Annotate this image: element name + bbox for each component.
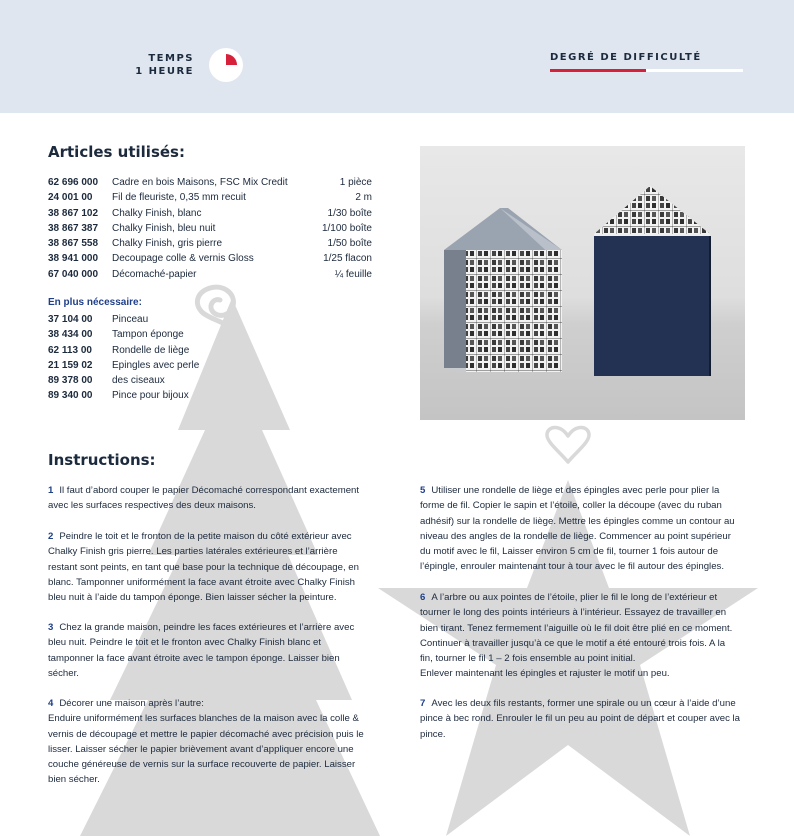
more-number: 37 104 00 xyxy=(48,314,93,325)
instruction-line xyxy=(48,772,364,787)
more-number: 62 113 00 xyxy=(48,344,92,356)
instruction-line xyxy=(48,590,359,605)
instruction-line xyxy=(420,544,735,559)
instruction-line xyxy=(48,651,354,666)
more-title: En plus nécessaire: xyxy=(48,297,142,308)
instruction-line xyxy=(48,529,359,544)
instruction-line xyxy=(420,636,732,651)
article-quantity: 1/25 flacon xyxy=(323,253,372,265)
instruction-text: Il faut d’abord couper le papier Décomaché correspondant exactement xyxy=(59,485,360,496)
instruction-text: couche généreuse de vernis sur la surface recouverte de papier. Laisser xyxy=(48,759,356,771)
article-quantity: 1/50 boîte xyxy=(327,238,372,250)
more-number: 38 434 00 xyxy=(48,329,93,341)
instruction-step xyxy=(420,483,735,575)
instruction-line xyxy=(48,711,364,726)
instruction-step xyxy=(48,620,354,681)
article-quantity: 1/30 boîte xyxy=(327,207,372,219)
instruction-line xyxy=(48,696,364,711)
article-number: 38 867 102 xyxy=(48,207,99,219)
instruction-line xyxy=(420,514,735,529)
instruction-line xyxy=(420,605,732,620)
instruction-text: restant sont peints, en tant que base pour la technique de découpage, en xyxy=(48,561,359,573)
instruction-line xyxy=(48,498,359,513)
instruction-step xyxy=(420,696,740,742)
instruction-step xyxy=(48,696,364,788)
step-number: 1 xyxy=(48,485,54,496)
more-row xyxy=(48,312,248,327)
more-description: Epingles avec perle xyxy=(112,359,200,371)
article-number: 38 867 387 xyxy=(48,222,99,234)
instruction-line xyxy=(48,757,364,772)
instruction-line xyxy=(420,559,735,574)
article-quantity: 1 pièce xyxy=(339,177,372,188)
instruction-text: bleu nuit. Peindre le toit et le fronton avec Chalky Finish blanc et xyxy=(48,637,322,649)
instruction-text: adhésif) sur la rondelle de liège. Mettre les épingles comme un contour au xyxy=(420,515,735,527)
instruction-line xyxy=(48,635,354,650)
instruction-text: Chez la grande maison, peindre les faces extérieures et l’arrière avec xyxy=(59,622,355,633)
article-description: Cadre en bois Maisons, FSC Mix Credit xyxy=(112,177,288,188)
article-number: 62 696 000 xyxy=(48,177,99,188)
more-row xyxy=(48,343,248,358)
instructions-title: Instructions: xyxy=(48,451,156,469)
instruction-step xyxy=(48,529,359,605)
article-row xyxy=(48,175,372,190)
instruction-line xyxy=(48,666,354,681)
instruction-line xyxy=(48,727,364,742)
article-number: 24 001 00 xyxy=(48,192,93,204)
difficulty-label: DEGRÉ DE DIFFICULTÉ xyxy=(550,52,702,63)
instruction-text: tourner le long des points intérieurs à l’intérieur. Essayez de travailler en xyxy=(420,607,727,619)
instruction-text: l’épingle, enrouler maintenant tour à tour avec le fil autour des épingles. xyxy=(420,561,724,573)
instruction-step xyxy=(420,590,732,682)
articles-table xyxy=(48,175,372,282)
instruction-line xyxy=(48,544,359,559)
instruction-line xyxy=(420,498,735,513)
instruction-text: A l’arbre ou aux pointes de l’étoile, plier le fil le long de l’extérieur et xyxy=(431,592,718,603)
step-number: 3 xyxy=(48,622,54,633)
more-number: 89 378 00 xyxy=(48,375,93,387)
article-number: 38 941 000 xyxy=(48,253,99,265)
instruction-text: niveau des angles de la rondelle de liège. Commencer au point supérieur xyxy=(420,530,731,542)
instruction-step xyxy=(48,483,359,514)
article-description: Fil de fleuriste, 0,35 mm recuit xyxy=(112,192,246,204)
instruction-text: Utiliser une rondelle de liège et des épingles avec perle pour plier la xyxy=(431,485,720,496)
instruction-line xyxy=(420,666,732,681)
more-description: Pinceau xyxy=(112,314,149,325)
more-row xyxy=(48,373,248,388)
article-row xyxy=(48,221,372,236)
instruction-line xyxy=(48,742,364,757)
instruction-text: lisser. Laisser sécher le papier brièvement avant d’appliquer encore une xyxy=(48,743,354,755)
more-description: Tampon éponge xyxy=(112,329,184,341)
instruction-line xyxy=(420,651,732,666)
instruction-line xyxy=(420,711,740,726)
instruction-text: avec les surfaces respectives des deux maisons. xyxy=(48,500,256,512)
article-description: Décomaché-papier xyxy=(112,268,197,280)
more-number: 21 159 02 xyxy=(48,359,93,371)
instruction-text: Continuer à travailler jusqu’à ce que le motif a été entouré trois fois. A la xyxy=(420,637,726,649)
instruction-text: Avec les deux fils restants, former une spirale ou un cœur à l’aide d’une xyxy=(431,698,736,709)
article-description: Chalky Finish, bleu nuit xyxy=(112,222,216,234)
houses-photo xyxy=(420,146,745,420)
instruction-line xyxy=(420,590,732,605)
heart-icon xyxy=(547,428,589,463)
instruction-text: bien tirant. Tenez fermement l’aiguille où le fil doit être plié en ce moment. xyxy=(420,622,733,634)
article-description: Chalky Finish, gris pierre xyxy=(112,238,223,250)
instruction-text: Décorer une maison après l’autre: xyxy=(59,698,204,709)
instruction-text: Enduire uniformément les surfaces blanches de la maison avec la colle & xyxy=(48,713,359,725)
instruction-line xyxy=(48,575,359,590)
instruction-text: du motif avec le fil, Laisser environ 5 cm de fil, tourner 1 fois autour de xyxy=(420,546,719,558)
instruction-text: fin, tourner le fil 1 – 2 fois ensemble au point initial. xyxy=(420,653,636,665)
article-quantity: 2 m xyxy=(355,192,372,204)
instruction-text: Chalky Finish gris pierre. Les parties latérales extérieures et l’arrière xyxy=(48,546,338,558)
step-number: 6 xyxy=(420,592,426,603)
instruction-line xyxy=(48,483,359,498)
more-row xyxy=(48,327,248,342)
article-description: Chalky Finish, blanc xyxy=(112,207,202,219)
step-number: 4 xyxy=(48,698,54,709)
article-row xyxy=(48,251,372,266)
more-description: des ciseaux xyxy=(112,375,165,387)
article-description: Decoupage colle & vernis Gloss xyxy=(112,253,254,265)
article-row xyxy=(48,267,372,282)
instruction-text: tamponner la face avant étroite avec le tampon éponge. Laisser bien xyxy=(48,652,340,664)
instruction-text: Peindre le toit et le fronton de la petite maison du côté extérieur avec xyxy=(59,531,352,542)
instruction-line xyxy=(420,696,740,711)
time-title: TEMPS xyxy=(148,53,194,64)
instruction-text: bleu nuit à l’aide du tampon éponge. Bien laisser sécher la peinture. xyxy=(48,592,337,604)
instruction-text: forme de fil. Copier le sapin et l’étoile, coller la découpe (avec du ruban xyxy=(420,500,722,512)
more-description: Pince pour bijoux xyxy=(112,390,189,402)
instruction-line xyxy=(48,560,359,575)
more-table xyxy=(48,312,248,404)
instruction-line xyxy=(420,529,735,544)
instruction-text: blanc. Tamponner uniformément la face avant étroite avec Chalky Finish xyxy=(48,576,355,588)
article-row xyxy=(48,190,372,205)
instruction-text: sécher. xyxy=(48,667,79,679)
instruction-line xyxy=(420,727,740,742)
step-number: 5 xyxy=(420,485,426,496)
more-row xyxy=(48,388,248,403)
instruction-text: pince. xyxy=(420,728,446,740)
instruction-line xyxy=(420,483,735,498)
instruction-text: vernis de découpage et mettre le papier décomaché avec précision puis le xyxy=(48,728,364,740)
more-description: Rondelle de liège xyxy=(112,344,190,356)
articles-title: Articles utilisés: xyxy=(48,143,185,161)
instruction-text: bien sécher. xyxy=(48,774,100,786)
time-value: 1 HEURE xyxy=(135,66,194,77)
article-quantity: 1/100 boîte xyxy=(321,222,372,234)
article-row xyxy=(48,236,372,251)
instruction-text: pince à bec rond. Enrouler le fil un peu au point de départ et couper avec la xyxy=(420,713,741,725)
more-row xyxy=(48,358,248,373)
article-number: 67 040 000 xyxy=(48,268,99,280)
step-number: 2 xyxy=(48,531,54,542)
article-quantity: ¼ feuille xyxy=(334,268,372,280)
instruction-text: Enlever maintenant les épingles et rajuster le motif un peu. xyxy=(420,668,670,680)
article-row xyxy=(48,206,372,221)
instruction-line xyxy=(48,620,354,635)
article-number: 38 867 558 xyxy=(48,238,99,250)
step-number: 7 xyxy=(420,698,426,709)
more-number: 89 340 00 xyxy=(48,390,93,402)
instruction-line xyxy=(420,621,732,636)
